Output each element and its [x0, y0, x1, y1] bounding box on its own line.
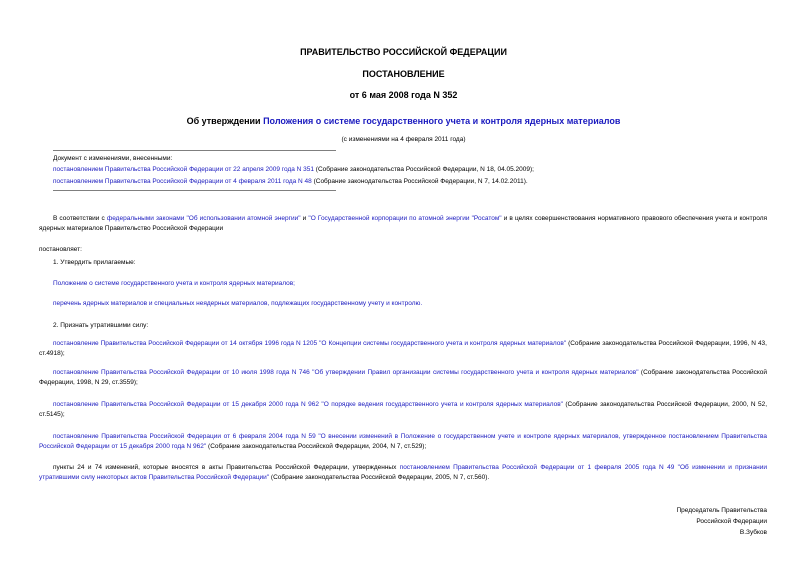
decides-text: постановляет:	[39, 246, 82, 253]
law-atomic-energy-link[interactable]: федеральными законами "Об использовании атомной энергии"	[106, 215, 301, 222]
signature-position: Председатель Правительства	[676, 507, 767, 514]
amended-note: (с изменениями на 4 февраля 2011 года)	[341, 136, 466, 143]
regulation-link[interactable]: Положение о системе государственного учета и контроля ядерных материалов;	[53, 280, 295, 287]
title-prefix: Об утверждении	[186, 116, 264, 126]
title-regulation-link[interactable]: Положения о системе государственного учета и контроля ядерных материалов	[263, 116, 621, 126]
amendments-intro: Документ с изменениями, внесенными:	[53, 155, 173, 162]
repealed-act-link[interactable]: постановлением Правительства Российской Федерации от 1 февраля 2005 года N 49 "Об изменении и признании утратившими силу некоторых актов Правительства Российской Федерации"	[39, 464, 767, 481]
repealed-act-source: (Собрание законодательства Российской Федерации, 2005, N 7, ст.560).	[269, 474, 490, 481]
repealed-act-paragraph	[39, 463, 767, 483]
item-1-label: 1. Утвердить прилагаемые:	[53, 259, 136, 266]
amendment-source: (Собрание законодательства Российской Федерации, N 18, 04.05.2009);	[314, 166, 534, 173]
preamble-paragraph	[39, 214, 767, 234]
repealed-act-paragraph	[39, 400, 767, 420]
repealed-act-text: пункты 24 и 74 изменений, которые вносятся в акты Правительства Российской Федерации, утвержденных	[53, 464, 400, 471]
bottom-rule	[53, 190, 336, 191]
repealed-act-link[interactable]: постановление Правительства Российской Федерации от 6 февраля 2004 года N 59 "О внесении изменений в Положение о государственном учете и контроле ядерных материалов, утвержденное постановлением Правительства Российской Федерации от 15 декабря 2000 года N 962"	[39, 433, 767, 450]
top-rule	[53, 150, 336, 151]
repealed-act-source: (Собрание законодательства Российской Федерации, 1998, N 29, ст.3559);	[39, 369, 767, 386]
preamble-text: В соответствии с	[53, 215, 107, 222]
repealed-act-paragraph	[39, 432, 767, 452]
repealed-act-link[interactable]: постановление Правительства Российской Федерации от 10 июля 1998 года N 746 "Об утверждении Правил организации системы государственного учета и контроля ядерных материалов"	[53, 369, 639, 376]
signature-country: Российской Федерации	[696, 518, 767, 525]
law-rosatom-link[interactable]: "О Государственной корпорации по атомной энергии "Росатом"	[308, 215, 502, 222]
doc-type-heading: ПОСТАНОВЛЕНИЕ	[362, 69, 445, 79]
repealed-act-paragraph	[39, 339, 767, 359]
repealed-act-source: (Собрание законодательства Российской Федерации, 1996, N 43, ст.4918);	[39, 340, 767, 357]
amendment-source: (Собрание законодательства Российской Федерации, N 7, 14.02.2011).	[311, 178, 528, 185]
repealed-act-link[interactable]: постановление Правительства Российской Федерации от 15 декабря 2000 года N 962 "О порядке ведения государственного учета и контроля ядерных материалов"	[53, 401, 563, 408]
document-title	[0, 115, 807, 127]
repealed-act-source: (Собрание законодательства Российской Федерации, 2000, N 52, ст.5145);	[39, 401, 767, 418]
signature-block	[676, 505, 767, 538]
amendment-link[interactable]: постановлением Правительства Российской Федерации от 4 февраля 2011 года N 48	[53, 178, 312, 185]
signature-name: В.Зубков	[739, 529, 767, 536]
repealed-act-paragraph	[39, 368, 767, 388]
preamble-text: и в целях совершенствования нормативного правового обеспечения учета и контроля ядерных материалов Правительство Российской Федерации	[39, 215, 768, 232]
government-heading: ПРАВИТЕЛЬСТВО РОССИЙСКОЙ ФЕДЕРАЦИИ	[300, 47, 507, 57]
amendment-item	[53, 177, 528, 186]
preamble-text: и	[300, 215, 309, 222]
amendment-link[interactable]: постановлением Правительства Российской Федерации от 22 апреля 2009 года N 351	[53, 166, 314, 173]
item-2-label: 2. Признать утратившими силу:	[53, 322, 149, 329]
date-number-heading: от 6 мая 2008 года N 352	[349, 90, 458, 100]
repealed-act-source: (Собрание законодательства Российской Федерации, 2004, N 7, ст.529);	[206, 443, 427, 450]
repealed-act-link[interactable]: постановление Правительства Российской Федерации от 14 октября 1996 года N 1205 "О Концепции системы государственного учета и контроля ядерных материалов"	[53, 340, 567, 347]
amendment-item	[53, 165, 534, 174]
materials-list-link[interactable]: перечень ядерных материалов и специальных неядерных материалов, подлежащих государственному учету и контролю.	[53, 300, 423, 307]
